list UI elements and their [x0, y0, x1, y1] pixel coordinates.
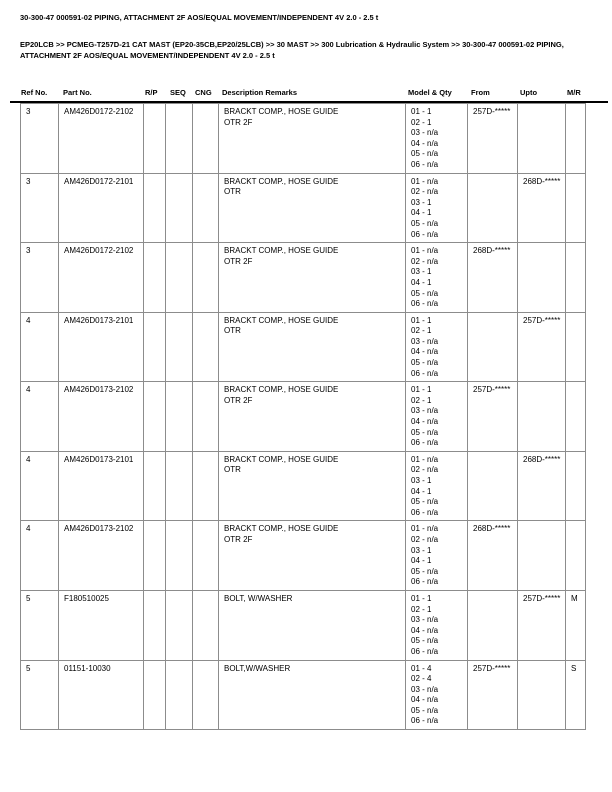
parts-table-body	[21, 104, 586, 730]
cell-upto-serial: 257D-*****	[518, 312, 566, 382]
cell-description: BOLT, W/WASHER	[219, 590, 406, 660]
table-row	[21, 312, 586, 382]
cell-description: BRACKT COMP., HOSE GUIDE OTR	[219, 451, 406, 521]
cell-model-qty: 01 - 1 02 - 1 03 - n/a 04 - n/a 05 - n/a 06 - n/a	[406, 312, 468, 382]
cell-description: BRACKT COMP., HOSE GUIDE OTR	[219, 312, 406, 382]
table-row	[21, 660, 586, 730]
column-header-seq: SEQ	[170, 88, 186, 97]
table-row	[21, 590, 586, 660]
cell-cng	[193, 590, 219, 660]
cell-mr-flag	[566, 382, 586, 452]
table-row	[21, 521, 586, 591]
column-header-cng: CNG	[195, 88, 212, 97]
cell-part-no: 01151-10030	[59, 660, 144, 730]
cell-seq	[166, 521, 193, 591]
cell-seq	[166, 104, 193, 174]
cell-model-qty: 01 - n/a 02 - n/a 03 - 1 04 - 1 05 - n/a 06 - n/a	[406, 521, 468, 591]
cell-part-no: AM426D0173-2101	[59, 451, 144, 521]
cell-from-serial: 257D-*****	[468, 104, 518, 174]
cell-mr-flag	[566, 243, 586, 313]
cell-ref-no: 3	[21, 243, 59, 313]
cell-model-qty: 01 - 1 02 - 1 03 - n/a 04 - n/a 05 - n/a 06 - n/a	[406, 104, 468, 174]
cell-ref-no: 5	[21, 660, 59, 730]
cell-rp	[144, 173, 166, 243]
cell-cng	[193, 243, 219, 313]
cell-rp	[144, 382, 166, 452]
column-header-mr: M/R	[567, 88, 581, 97]
cell-from-serial	[468, 451, 518, 521]
cell-ref-no: 3	[21, 173, 59, 243]
cell-from-serial: 268D-*****	[468, 243, 518, 313]
cell-part-no: AM426D0173-2101	[59, 312, 144, 382]
table-row	[21, 243, 586, 313]
cell-rp	[144, 521, 166, 591]
cell-part-no: AM426D0173-2102	[59, 521, 144, 591]
cell-mr-flag	[566, 521, 586, 591]
cell-rp	[144, 312, 166, 382]
cell-description: BRACKT COMP., HOSE GUIDE OTR 2F	[219, 243, 406, 313]
cell-cng	[193, 660, 219, 730]
cell-seq	[166, 590, 193, 660]
cell-mr-flag	[566, 173, 586, 243]
column-header-part-no: Part No.	[63, 88, 92, 97]
cell-upto-serial: 268D-*****	[518, 173, 566, 243]
cell-description: BRACKT COMP., HOSE GUIDE OTR	[219, 173, 406, 243]
cell-seq	[166, 173, 193, 243]
breadcrumb: EP20LCB >> PCMEG-T257D-21 CAT MAST (EP20-35CB,EP20/25LCB) >> 30 MAST >> 300 Lubrication & Hydraulic System >> 30-300-47 000591-02 PIPING, ATTACHMENT 2F AOS/EQUAL MOVEMENT/INDEPENDENT 4V 2.0 - 2.5 t	[20, 40, 564, 60]
cell-cng	[193, 521, 219, 591]
cell-seq	[166, 243, 193, 313]
cell-mr-flag	[566, 104, 586, 174]
cell-model-qty: 01 - n/a 02 - n/a 03 - 1 04 - 1 05 - n/a 06 - n/a	[406, 243, 468, 313]
cell-ref-no: 3	[21, 104, 59, 174]
cell-seq	[166, 382, 193, 452]
cell-ref-no: 4	[21, 382, 59, 452]
cell-cng	[193, 173, 219, 243]
column-header-from: From	[471, 88, 490, 97]
cell-upto-serial	[518, 243, 566, 313]
cell-upto-serial	[518, 660, 566, 730]
table-row	[21, 173, 586, 243]
column-header-model-qty: Model & Qty	[408, 88, 452, 97]
cell-from-serial: 257D-*****	[468, 660, 518, 730]
cell-upto-serial: 268D-*****	[518, 451, 566, 521]
cell-upto-serial: 257D-*****	[518, 590, 566, 660]
cell-rp	[144, 590, 166, 660]
cell-cng	[193, 382, 219, 452]
cell-model-qty: 01 - 1 02 - 1 03 - n/a 04 - n/a 05 - n/a 06 - n/a	[406, 590, 468, 660]
parts-table	[20, 103, 586, 730]
cell-part-no: F180510025	[59, 590, 144, 660]
cell-part-no: AM426D0172-2101	[59, 173, 144, 243]
cell-model-qty: 01 - n/a 02 - n/a 03 - 1 04 - 1 05 - n/a 06 - n/a	[406, 173, 468, 243]
cell-upto-serial	[518, 521, 566, 591]
cell-from-serial: 268D-*****	[468, 521, 518, 591]
cell-part-no: AM426D0173-2102	[59, 382, 144, 452]
cell-rp	[144, 451, 166, 521]
table-row	[21, 451, 586, 521]
cell-model-qty: 01 - 4 02 - 4 03 - n/a 04 - n/a 05 - n/a 06 - n/a	[406, 660, 468, 730]
cell-mr-flag: S	[566, 660, 586, 730]
cell-seq	[166, 451, 193, 521]
column-header-upto: Upto	[520, 88, 538, 97]
table-row	[21, 382, 586, 452]
column-header-ref-no: Ref No.	[21, 88, 48, 97]
cell-seq	[166, 660, 193, 730]
cell-from-serial: 257D-*****	[468, 382, 518, 452]
cell-description: BRACKT COMP., HOSE GUIDE OTR 2F	[219, 104, 406, 174]
cell-part-no: AM426D0172-2102	[59, 243, 144, 313]
cell-upto-serial	[518, 104, 566, 174]
cell-from-serial	[468, 173, 518, 243]
cell-mr-flag	[566, 312, 586, 382]
cell-from-serial	[468, 312, 518, 382]
column-header-description: Description Remarks	[222, 88, 298, 97]
cell-description: BOLT,W/WASHER	[219, 660, 406, 730]
cell-ref-no: 4	[21, 521, 59, 591]
cell-part-no: AM426D0172-2102	[59, 104, 144, 174]
cell-from-serial	[468, 590, 518, 660]
cell-mr-flag	[566, 451, 586, 521]
cell-cng	[193, 312, 219, 382]
page-title: 30-300-47 000591-02 PIPING, ATTACHMENT 2F AOS/EQUAL MOVEMENT/INDEPENDENT 4V 2.0 - 2.5 t	[20, 13, 379, 22]
cell-rp	[144, 243, 166, 313]
cell-description: BRACKT COMP., HOSE GUIDE OTR 2F	[219, 382, 406, 452]
cell-upto-serial	[518, 382, 566, 452]
table-column-headers	[0, 88, 612, 100]
cell-cng	[193, 451, 219, 521]
cell-rp	[144, 660, 166, 730]
cell-seq	[166, 312, 193, 382]
cell-ref-no: 4	[21, 451, 59, 521]
cell-ref-no: 4	[21, 312, 59, 382]
cell-model-qty: 01 - 1 02 - 1 03 - n/a 04 - n/a 05 - n/a 06 - n/a	[406, 382, 468, 452]
cell-cng	[193, 104, 219, 174]
cell-mr-flag: M	[566, 590, 586, 660]
column-header-rp: R/P	[145, 88, 158, 97]
table-row	[21, 104, 586, 174]
cell-description: BRACKT COMP., HOSE GUIDE OTR 2F	[219, 521, 406, 591]
cell-rp	[144, 104, 166, 174]
cell-model-qty: 01 - n/a 02 - n/a 03 - 1 04 - 1 05 - n/a 06 - n/a	[406, 451, 468, 521]
cell-ref-no: 5	[21, 590, 59, 660]
